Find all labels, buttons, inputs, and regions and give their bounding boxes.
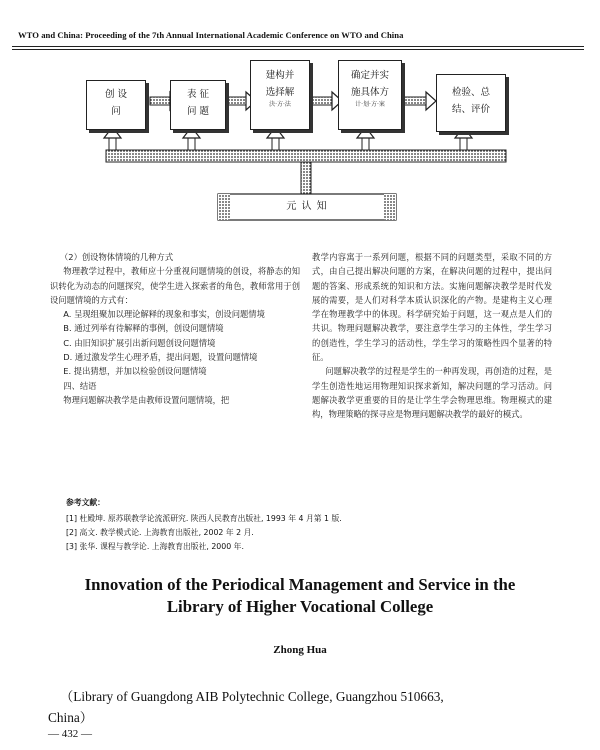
affiliation <box>50 686 570 728</box>
flow-box-2-line2: 问 题 <box>186 106 210 117</box>
page-number: — 432 — <box>48 728 92 740</box>
paragraph: 物理问题解决教学是由教师设置问题情境，把 <box>63 394 230 405</box>
list-item-a: A. 呈现组聚加以理论解释的现象和事实，创设问题情境 <box>63 309 265 320</box>
flow-box-2-line1: 表 征 <box>186 89 210 100</box>
paragraph: 教学内容寓于一系列问题，根据不同的问题类型，采取不同的方式，由自己提出解决问题的方案，在解决问题的过程中，提出问题的答案、形成系统的知识和方法。实施问题解决教学是时代发展的需要，是人们对科学本质认识深化的产物。是建构主义心理学在物理教学中的体现。科学研究始于问题，这一观点是人们的共识。物理问题解决教学，要注意学生学习的主体性，学生学习的创造性，学生学习的活动性，学生学习的策略性四个显著的特征。 <box>312 252 552 363</box>
list-item-d: D. 通过激发学生心理矛盾，提出问题，设置问题情境 <box>63 352 258 363</box>
subsection-heading: （2）创设物体情境的几种方式 <box>60 252 174 262</box>
flow-box-5-line2: 结、评价 <box>451 104 490 115</box>
reference-item: [1] 杜殿坤. 原苏联教学论流派研究. 陕西人民教育出版社, 1993 年 4 月第 1 版. <box>66 514 342 523</box>
flow-box-1-line2: 问 <box>111 106 121 117</box>
up-arrow-1 <box>104 127 121 150</box>
list-item-c: C. 由旧知识扩展引出新问题创设问题情境 <box>63 337 216 348</box>
flow-box-3-line1: 建构并 <box>265 70 295 81</box>
flow-box-3-line3: 決·方·法 <box>269 101 291 108</box>
affiliation-line2: China） <box>48 710 94 725</box>
feedback-band <box>106 150 506 162</box>
flow-box-4-line3: 计·划·方·案 <box>355 101 385 108</box>
list-item-b: B. 通过列举有待解释的事例，创设问题情境 <box>63 323 224 334</box>
flow-box-implement-plan <box>338 60 402 130</box>
metacognition-box-hatch-left <box>218 194 230 220</box>
up-arrow-2 <box>183 127 200 150</box>
flow-arrow-4 <box>402 92 436 110</box>
base-stem <box>301 162 311 194</box>
flow-box-3-line2: 选择解 <box>265 87 295 98</box>
section-heading: 四、结语 <box>63 380 97 391</box>
metacognition-label: 元 认 知 <box>286 201 328 212</box>
flow-box-represent-problem <box>170 80 226 130</box>
reference-item: [2] 高文. 教学模式论. 上海教育出版社, 2002 年 2 月. <box>66 528 254 537</box>
paragraph: 问题解决教学的过程是学生的一种再发现，再创造的过程，是学生创造性地运用物理知识探求新知，解决问题的学习活动。问题解决教学更重要的目的是让学生学会物理思维。物理模式的建构，物理策略的探寻应是物理问题解决教学的最好的模式。 <box>312 366 552 420</box>
flow-box-1-line1: 创 设 <box>104 89 128 100</box>
left-column <box>50 250 300 407</box>
flow-box-5-line1: 检验、总 <box>451 87 490 98</box>
right-column <box>312 250 552 422</box>
references <box>66 496 546 554</box>
flow-box-build-solution <box>250 60 310 130</box>
english-title-line1: Innovation of the Periodical Management and Service in the <box>84 575 516 594</box>
up-arrow-3 <box>267 127 284 150</box>
flow-box-create-problem <box>86 80 146 130</box>
list-item-e: E. 提出猜想，并加以检验创设问题情境 <box>63 366 207 377</box>
references-heading: 参考文献： <box>66 498 105 507</box>
running-header: WTO and China: Proceeding of the 7th Annual International Academic Conference on WTO and China <box>18 30 404 40</box>
english-title-line2: Library of Higher Vocational College <box>166 597 434 616</box>
english-title <box>0 574 600 618</box>
up-arrow-4 <box>357 127 374 150</box>
reference-item: [3] 张华. 课程与教学论. 上海教育出版社, 2000 年. <box>66 542 244 551</box>
author: Zhong Hua <box>273 644 327 656</box>
affiliation-line1: （Library of Guangdong AIB Polytechnic College, Guangzhou 510663, <box>60 689 444 704</box>
flow-box-4-line2: 施具体方 <box>350 87 389 98</box>
flow-box-4-line1: 确定并实 <box>350 70 389 81</box>
metacognition-box-hatch-right <box>384 194 396 220</box>
paragraph: 物理教学过程中，教师应十分重视问题情境的创设，将静态的知识转化为动态的问题探究，使学生进入探索者的角色，教师常用于创设问题情境的方式有： <box>50 266 300 305</box>
flow-box-evaluate <box>436 74 506 132</box>
